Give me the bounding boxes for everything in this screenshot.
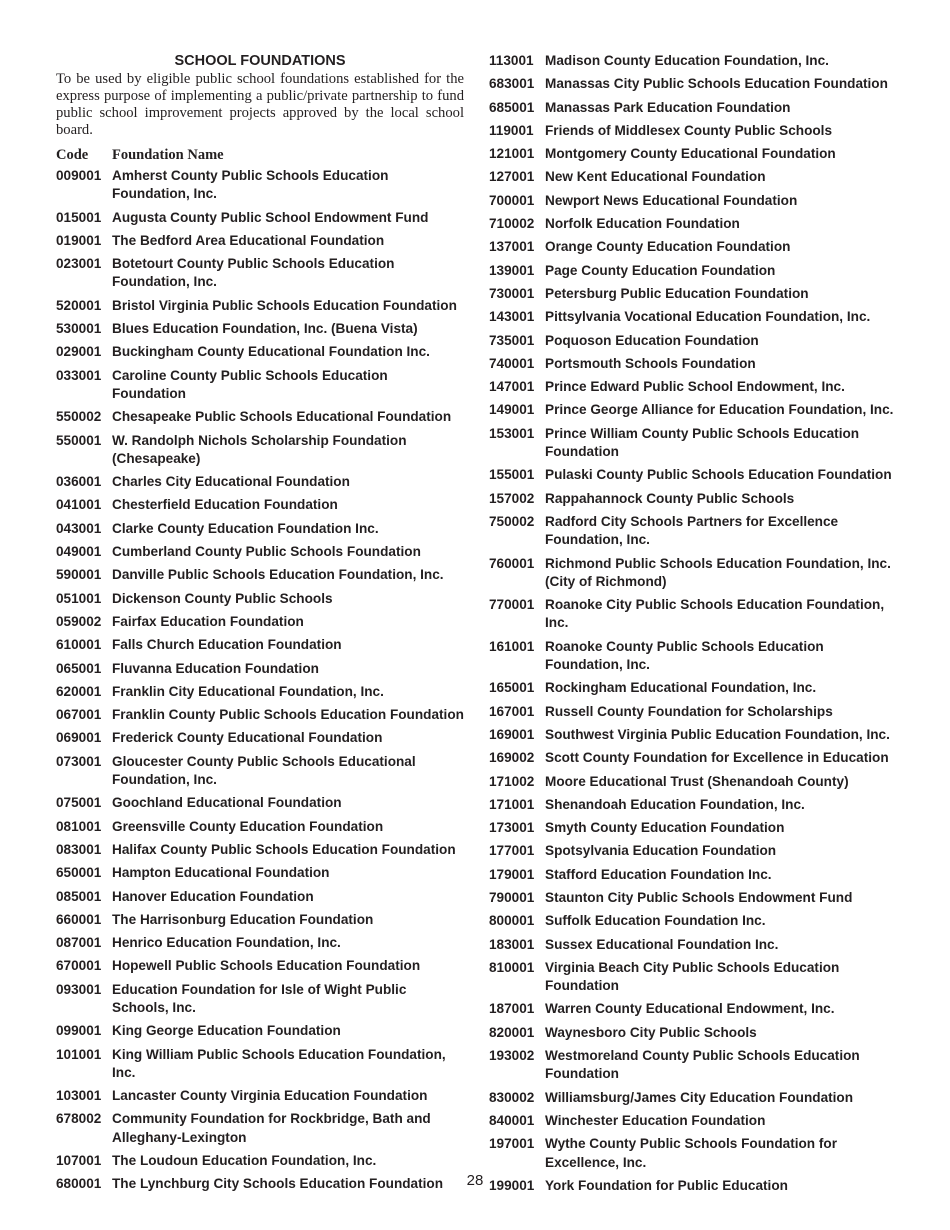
foundation-code: 139001 bbox=[489, 262, 535, 278]
foundation-entry bbox=[489, 749, 901, 767]
foundation-code: 177001 bbox=[489, 843, 535, 859]
foundation-name: Poquoson Education Foundation bbox=[545, 332, 759, 348]
foundation-code: 075001 bbox=[56, 795, 102, 811]
foundation-name: King William Public Schools Education Foundation, Inc. bbox=[112, 1046, 446, 1080]
foundation-name: Prince Edward Public School Endowment, Inc. bbox=[545, 379, 845, 395]
foundation-code: 750002 bbox=[489, 513, 535, 529]
foundation-entry bbox=[489, 1047, 901, 1084]
foundation-name: New Kent Educational Foundation bbox=[545, 169, 766, 185]
foundation-code: 041001 bbox=[56, 497, 102, 513]
foundation-name: Education Foundation for Isle of Wight Public Schools, Inc. bbox=[112, 981, 407, 1015]
foundation-name: Franklin County Public Schools Education Foundation bbox=[112, 707, 464, 723]
foundation-entry bbox=[489, 679, 901, 697]
foundation-code: 660001 bbox=[56, 911, 102, 927]
foundation-code: 520001 bbox=[56, 297, 102, 313]
foundation-name: Amherst County Public Schools Education Foundation, Inc. bbox=[112, 168, 389, 202]
foundation-name: King George Education Foundation bbox=[112, 1023, 341, 1039]
foundation-entry bbox=[489, 796, 901, 814]
foundation-name: Henrico Education Foundation, Inc. bbox=[112, 935, 341, 951]
foundation-code: 099001 bbox=[56, 1023, 102, 1039]
code-header: Code bbox=[56, 147, 89, 163]
foundation-entry bbox=[56, 167, 464, 204]
foundation-name: Page County Education Foundation bbox=[545, 262, 776, 278]
foundation-entry bbox=[489, 1024, 901, 1042]
foundation-entry bbox=[56, 1087, 464, 1105]
foundation-code: 165001 bbox=[489, 680, 535, 696]
foundation-name: Smyth County Education Foundation bbox=[545, 820, 785, 836]
foundation-entry bbox=[56, 706, 464, 724]
foundation-code: 157002 bbox=[489, 490, 535, 506]
foundation-name: Petersburg Public Education Foundation bbox=[545, 285, 809, 301]
foundation-code: 171001 bbox=[489, 796, 535, 812]
foundation-code: 550001 bbox=[56, 432, 102, 448]
foundation-code: 153001 bbox=[489, 425, 535, 441]
foundation-name: Cumberland County Public Schools Foundation bbox=[112, 544, 421, 560]
foundation-code: 069001 bbox=[56, 730, 102, 746]
foundation-code: 029001 bbox=[56, 344, 102, 360]
foundation-code: 678002 bbox=[56, 1111, 102, 1127]
foundation-entry bbox=[56, 209, 464, 227]
foundation-entry bbox=[489, 596, 901, 633]
foundation-entry bbox=[489, 466, 901, 484]
foundation-code: 065001 bbox=[56, 660, 102, 676]
foundation-entry bbox=[56, 911, 464, 929]
foundation-name: Lancaster County Virginia Education Foundation bbox=[112, 1088, 428, 1104]
foundation-code: 103001 bbox=[56, 1088, 102, 1104]
foundation-name: Dickenson County Public Schools bbox=[112, 590, 333, 606]
foundation-name: Frederick County Educational Foundation bbox=[112, 730, 383, 746]
foundation-entry bbox=[489, 145, 901, 163]
foundation-code: 167001 bbox=[489, 703, 535, 719]
foundation-name: Augusta County Public School Endowment Fund bbox=[112, 209, 429, 225]
foundation-name: Rockingham Educational Foundation, Inc. bbox=[545, 680, 817, 696]
foundation-code: 650001 bbox=[56, 865, 102, 881]
foundation-entry bbox=[56, 543, 464, 561]
foundation-name: Virginia Beach City Public Schools Education Foundation bbox=[545, 959, 840, 994]
foundation-code: 700001 bbox=[489, 192, 535, 208]
foundation-name: Chesterfield Education Foundation bbox=[112, 497, 338, 513]
foundation-code: 009001 bbox=[56, 168, 102, 183]
foundation-name: Greensville County Education Foundation bbox=[112, 818, 384, 834]
foundation-entry bbox=[489, 75, 901, 93]
foundation-entry bbox=[56, 232, 464, 250]
foundation-entry bbox=[56, 888, 464, 906]
foundation-code: 043001 bbox=[56, 520, 102, 536]
foundation-code: 049001 bbox=[56, 544, 102, 560]
foundation-code: 137001 bbox=[489, 239, 535, 255]
foundation-code: 197001 bbox=[489, 1136, 535, 1152]
foundation-name: Prince George Alliance for Education Foundation, Inc. bbox=[545, 402, 894, 418]
foundation-entry bbox=[489, 866, 901, 884]
foundation-name: Suffolk Education Foundation Inc. bbox=[545, 913, 766, 929]
foundation-code: 161001 bbox=[489, 638, 535, 654]
foundation-name: Rappahannock County Public Schools bbox=[545, 490, 795, 506]
foundation-code: 023001 bbox=[56, 256, 102, 272]
foundation-entry bbox=[56, 432, 464, 469]
foundation-name: Pulaski County Public Schools Education Foundation bbox=[545, 467, 892, 483]
foundation-entry bbox=[489, 936, 901, 954]
foundation-entry bbox=[489, 52, 901, 70]
foundation-entry bbox=[56, 297, 464, 315]
foundation-name: Warren County Educational Endowment, Inc. bbox=[545, 1001, 835, 1017]
foundation-entry bbox=[56, 1152, 464, 1170]
foundation-entry bbox=[489, 1112, 901, 1130]
foundation-entry bbox=[489, 959, 901, 996]
foundation-entry bbox=[489, 168, 901, 186]
foundation-name: Hampton Educational Foundation bbox=[112, 865, 330, 881]
foundation-entry bbox=[56, 660, 464, 678]
foundation-entry bbox=[489, 1000, 901, 1018]
foundation-code: 036001 bbox=[56, 474, 102, 490]
foundation-code: 710002 bbox=[489, 216, 535, 232]
foundation-name: W. Randolph Nichols Scholarship Foundation (Chesapeake) bbox=[112, 432, 407, 466]
foundation-code: 147001 bbox=[489, 379, 535, 395]
foundation-code: 087001 bbox=[56, 935, 102, 951]
foundation-code: 730001 bbox=[489, 285, 535, 301]
foundation-name: The Lynchburg City Schools Education Foundation bbox=[112, 1176, 444, 1192]
foundation-entry bbox=[489, 215, 901, 233]
foundation-name: Goochland Educational Foundation bbox=[112, 795, 342, 811]
foundation-code: 101001 bbox=[56, 1046, 102, 1062]
foundation-entry bbox=[489, 99, 901, 117]
foundation-code: 169001 bbox=[489, 726, 535, 742]
foundation-name: Roanoke City Public Schools Education Foundation, Inc. bbox=[545, 597, 885, 631]
foundation-name: Madison County Education Foundation, Inc. bbox=[545, 53, 829, 68]
foundation-code: 740001 bbox=[489, 355, 535, 371]
foundation-entry bbox=[56, 496, 464, 514]
foundation-entry bbox=[489, 842, 901, 860]
foundation-entry bbox=[489, 122, 901, 140]
foundation-name: Blues Education Foundation, Inc. (Buena Vista) bbox=[112, 321, 418, 337]
foundation-name: Moore Educational Trust (Shenandoah County) bbox=[545, 773, 849, 789]
foundation-code: 810001 bbox=[489, 959, 535, 975]
column-headers bbox=[56, 146, 464, 164]
section-title: SCHOOL FOUNDATIONS bbox=[174, 53, 346, 69]
foundation-code: 093001 bbox=[56, 981, 102, 997]
foundation-name: Williamsburg/James City Education Foundation bbox=[545, 1089, 854, 1105]
foundation-entry bbox=[489, 490, 901, 508]
foundation-code: 155001 bbox=[489, 467, 535, 483]
foundation-entry bbox=[489, 285, 901, 303]
foundation-name: Danville Public Schools Education Foundation, Inc. bbox=[112, 567, 444, 583]
foundation-name: Winchester Education Foundation bbox=[545, 1112, 766, 1128]
foundation-name: Fairfax Education Foundation bbox=[112, 613, 304, 629]
foundation-name: Community Foundation for Rockbridge, Bath and Alleghany-Lexington bbox=[112, 1111, 431, 1145]
foundation-name: Stafford Education Foundation Inc. bbox=[545, 866, 772, 882]
foundation-name: Bristol Virginia Public Schools Education Foundation bbox=[112, 297, 457, 313]
foundation-entry bbox=[489, 262, 901, 280]
foundation-name: Caroline County Public Schools Education Foundation bbox=[112, 367, 388, 401]
foundation-entry bbox=[56, 1110, 464, 1147]
foundation-entry bbox=[489, 513, 901, 550]
foundation-entry bbox=[56, 473, 464, 491]
foundation-entry bbox=[56, 255, 464, 292]
foundation-code: 685001 bbox=[489, 99, 535, 115]
foundation-entry bbox=[56, 343, 464, 361]
foundation-name: York Foundation for Public Education bbox=[545, 1177, 788, 1193]
foundation-code: 143001 bbox=[489, 309, 535, 325]
foundation-code: 760001 bbox=[489, 555, 535, 571]
foundation-entry bbox=[56, 566, 464, 584]
foundation-code: 121001 bbox=[489, 146, 535, 162]
foundation-entry bbox=[56, 864, 464, 882]
foundation-name: The Harrisonburg Education Foundation bbox=[112, 911, 374, 927]
foundation-code: 683001 bbox=[489, 76, 535, 92]
foundation-name: Westmoreland County Public Schools Education Foundation bbox=[545, 1048, 860, 1082]
foundation-entry bbox=[56, 1046, 464, 1083]
foundation-code: 127001 bbox=[489, 169, 535, 185]
foundation-code: 059002 bbox=[56, 613, 102, 629]
foundation-name: Newport News Educational Foundation bbox=[545, 192, 798, 208]
foundation-code: 183001 bbox=[489, 936, 535, 952]
foundation-entry bbox=[489, 912, 901, 930]
foundation-name: The Loudoun Education Foundation, Inc. bbox=[112, 1153, 377, 1169]
foundation-entry bbox=[489, 238, 901, 256]
foundation-code: 067001 bbox=[56, 707, 102, 723]
foundation-entry bbox=[56, 729, 464, 747]
foundation-entry bbox=[489, 726, 901, 744]
foundation-name: Buckingham County Educational Foundation Inc. bbox=[112, 344, 430, 360]
foundation-name: Waynesboro City Public Schools bbox=[545, 1024, 757, 1040]
foundation-code: 149001 bbox=[489, 402, 535, 418]
foundation-code: 840001 bbox=[489, 1112, 535, 1128]
foundation-name: Orange County Education Foundation bbox=[545, 239, 791, 255]
right-foundation-list bbox=[489, 52, 901, 1195]
foundation-entry bbox=[56, 753, 464, 790]
foundation-code: 179001 bbox=[489, 866, 535, 882]
foundation-code: 113001 bbox=[489, 53, 534, 68]
foundation-code: 083001 bbox=[56, 841, 102, 857]
foundation-entry bbox=[56, 1022, 464, 1040]
foundation-name: Portsmouth Schools Foundation bbox=[545, 355, 756, 371]
foundation-name: Staunton City Public Schools Endowment Fund bbox=[545, 889, 853, 905]
foundation-entry bbox=[489, 425, 901, 462]
foundation-name: Clarke County Education Foundation Inc. bbox=[112, 520, 379, 536]
foundation-entry bbox=[489, 703, 901, 721]
foundation-code: 193002 bbox=[489, 1048, 535, 1064]
foundation-entry bbox=[56, 408, 464, 426]
foundation-name: Radford City Schools Partners for Excellence Foundation, Inc. bbox=[545, 513, 839, 548]
foundation-code: 107001 bbox=[56, 1153, 102, 1169]
foundation-code: 770001 bbox=[489, 597, 535, 613]
foundation-code: 173001 bbox=[489, 820, 535, 836]
foundation-entry bbox=[489, 819, 901, 837]
foundation-name: Gloucester County Public Schools Educational Foundation, Inc. bbox=[112, 753, 416, 788]
foundation-code: 790001 bbox=[489, 889, 535, 905]
foundation-entry bbox=[489, 378, 901, 396]
left-foundation-list bbox=[56, 167, 464, 1194]
foundation-entry bbox=[489, 192, 901, 210]
foundation-name: Manassas Park Education Foundation bbox=[545, 99, 791, 115]
foundation-code: 085001 bbox=[56, 888, 102, 904]
foundation-name: Spotsylvania Education Foundation bbox=[545, 843, 777, 859]
foundation-code: 015001 bbox=[56, 209, 102, 225]
foundation-entry bbox=[489, 1135, 901, 1172]
foundation-entry bbox=[56, 981, 464, 1018]
foundation-name: Prince William County Public Schools Education Foundation bbox=[545, 425, 860, 460]
foundation-code: 830002 bbox=[489, 1089, 535, 1105]
right-column bbox=[489, 52, 901, 1200]
foundation-code: 033001 bbox=[56, 367, 102, 383]
foundation-code: 620001 bbox=[56, 683, 102, 699]
foundation-entry bbox=[489, 355, 901, 373]
foundation-code: 610001 bbox=[56, 637, 102, 653]
foundation-entry bbox=[56, 683, 464, 701]
foundation-code: 169002 bbox=[489, 750, 535, 766]
foundation-entry bbox=[56, 320, 464, 338]
foundation-name: Russell County Foundation for Scholarships bbox=[545, 703, 833, 719]
foundation-entry bbox=[489, 332, 901, 350]
foundation-name: Pittsylvania Vocational Education Foundation, Inc. bbox=[545, 309, 871, 325]
foundation-entry bbox=[489, 1089, 901, 1107]
foundation-code: 800001 bbox=[489, 913, 535, 929]
foundation-name: Roanoke County Public Schools Education Foundation, Inc. bbox=[545, 638, 824, 673]
foundation-name: Chesapeake Public Schools Educational Foundation bbox=[112, 409, 452, 425]
foundation-name: Manassas City Public Schools Education Foundation bbox=[545, 76, 888, 92]
foundation-entry bbox=[489, 889, 901, 907]
foundation-name: Montgomery County Educational Foundation bbox=[545, 146, 836, 162]
foundation-code: 081001 bbox=[56, 818, 102, 834]
foundation-name: Charles City Educational Foundation bbox=[112, 474, 350, 490]
left-column bbox=[56, 52, 464, 1199]
foundation-code: 171002 bbox=[489, 773, 535, 789]
foundation-name: Wythe County Public Schools Foundation for Excellence, Inc. bbox=[545, 1136, 838, 1170]
foundation-entry bbox=[56, 818, 464, 836]
foundation-code: 680001 bbox=[56, 1176, 102, 1192]
foundation-name: Halifax County Public Schools Education Foundation bbox=[112, 841, 456, 857]
foundation-entry bbox=[56, 934, 464, 952]
foundation-code: 187001 bbox=[489, 1001, 535, 1017]
foundation-name: Franklin City Educational Foundation, Inc. bbox=[112, 683, 384, 699]
foundation-entry bbox=[489, 308, 901, 326]
foundation-code: 530001 bbox=[56, 321, 102, 337]
foundation-code: 670001 bbox=[56, 958, 102, 974]
foundation-name: Hanover Education Foundation bbox=[112, 888, 314, 904]
foundation-entry bbox=[56, 367, 464, 404]
foundation-name: Scott County Foundation for Excellence in Education bbox=[545, 750, 889, 766]
foundation-code: 735001 bbox=[489, 332, 535, 348]
foundation-code: 550002 bbox=[56, 409, 102, 425]
foundation-entry bbox=[56, 957, 464, 975]
foundation-entry bbox=[56, 636, 464, 654]
foundation-entry bbox=[489, 773, 901, 791]
foundation-code: 073001 bbox=[56, 753, 102, 769]
foundation-code: 119001 bbox=[489, 122, 534, 138]
foundation-name: The Bedford Area Educational Foundation bbox=[112, 232, 385, 248]
foundation-entry bbox=[56, 520, 464, 538]
foundation-code: 019001 bbox=[56, 232, 102, 248]
foundation-entry bbox=[56, 590, 464, 608]
foundation-entry bbox=[489, 555, 901, 592]
foundation-name: Norfolk Education Foundation bbox=[545, 216, 740, 232]
foundation-code: 590001 bbox=[56, 567, 102, 583]
foundation-code: 051001 bbox=[56, 590, 102, 606]
foundation-entry bbox=[489, 401, 901, 419]
foundation-name: Shenandoah Education Foundation, Inc. bbox=[545, 796, 805, 812]
foundation-name: Hopewell Public Schools Education Foundation bbox=[112, 958, 421, 974]
name-header: Foundation Name bbox=[112, 147, 224, 163]
foundation-entry bbox=[56, 794, 464, 812]
foundation-name: Botetourt County Public Schools Education Foundation, Inc. bbox=[112, 256, 395, 290]
foundation-entry bbox=[56, 841, 464, 859]
section-intro: To be used by eligible public school foundations established for the express purpose of implementing a public/private partnership to fund public school improvement projects approved by the local school board. bbox=[56, 71, 464, 138]
foundation-name: Falls Church Education Foundation bbox=[112, 637, 342, 653]
foundation-name: Friends of Middlesex County Public Schools bbox=[545, 122, 833, 138]
foundation-name: Fluvanna Education Foundation bbox=[112, 660, 319, 676]
foundation-name: Richmond Public Schools Education Foundation, Inc. (City of Richmond) bbox=[545, 555, 891, 589]
foundation-name: Southwest Virginia Public Education Foundation, Inc. bbox=[545, 726, 890, 742]
page-number: 28 bbox=[466, 1172, 484, 1189]
foundation-entry bbox=[489, 638, 901, 675]
foundation-code: 820001 bbox=[489, 1024, 535, 1040]
foundation-entry bbox=[56, 613, 464, 631]
foundation-name: Sussex Educational Foundation Inc. bbox=[545, 936, 779, 952]
foundation-code: 199001 bbox=[489, 1177, 535, 1193]
